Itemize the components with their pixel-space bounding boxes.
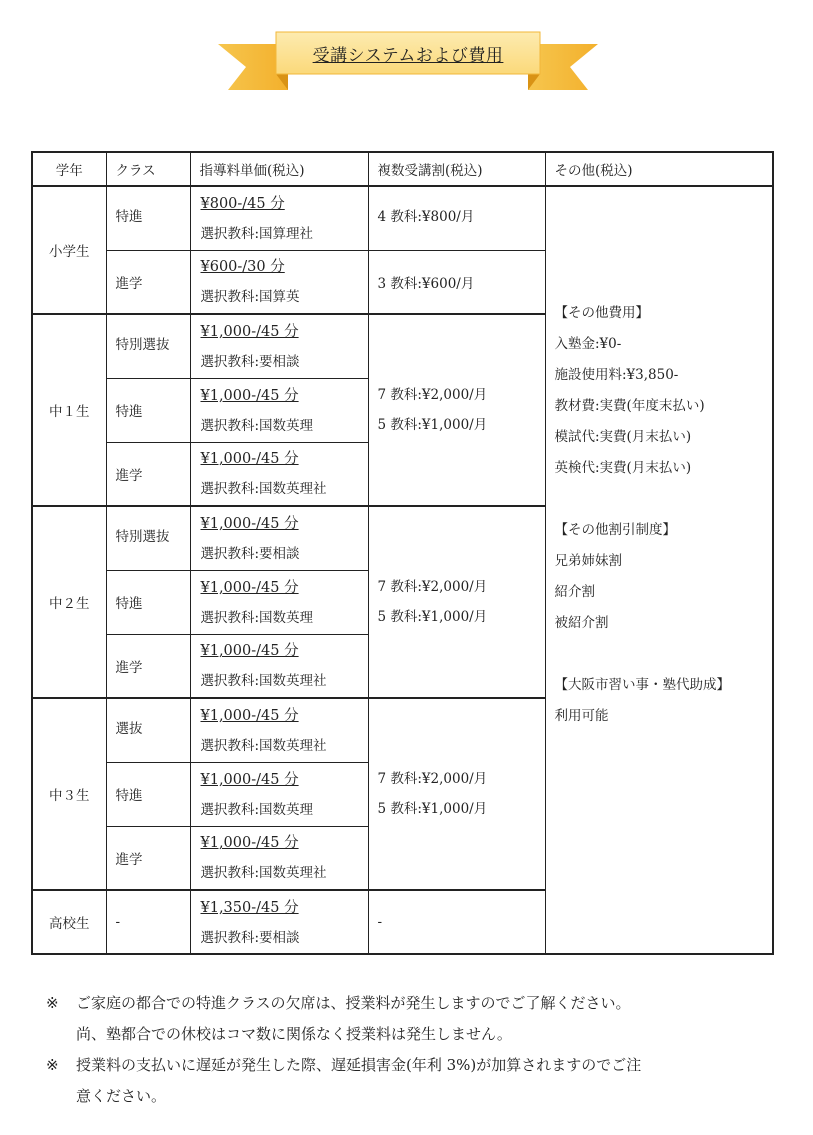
header-other: その他(税込) xyxy=(545,152,773,186)
discount-system-item: 兄弟姉妹割 xyxy=(554,553,622,569)
unit-price: ¥1,350-/45 分 xyxy=(200,899,299,916)
unit-price: ¥1,000-/45 分 xyxy=(200,323,299,340)
unit-price: ¥1,000-/45 分 xyxy=(200,835,299,852)
price-cell xyxy=(190,634,368,698)
discount-item: 7 教科:¥2,000/月 xyxy=(377,387,488,403)
price-cell xyxy=(190,570,368,634)
subjects: 選択教科:国数英理社 xyxy=(200,673,327,690)
other-fee-item: 入塾金:¥0- xyxy=(554,336,622,352)
class-cell: 特進 xyxy=(106,570,190,634)
class-cell: 特進 xyxy=(106,762,190,826)
note-continuation: 意ください。 xyxy=(76,1087,167,1105)
table-row xyxy=(32,186,773,250)
unit-price: ¥1,000-/45 分 xyxy=(200,515,299,532)
note-item xyxy=(46,988,776,1019)
spacer xyxy=(555,732,764,842)
class-cell: 特進 xyxy=(106,378,190,442)
unit-price: ¥800-/45 分 xyxy=(200,195,285,212)
class-cell: 進学 xyxy=(106,250,190,314)
subjects: 選択教科:国算理社 xyxy=(200,225,314,242)
unit-price: ¥1,000-/45 分 xyxy=(200,451,299,468)
subjects: 選択教科:国数英理 xyxy=(200,609,314,626)
unit-price: ¥600-/30 分 xyxy=(200,259,285,276)
other-fee-item: 施設使用料:¥3,850- xyxy=(554,367,679,383)
price-cell xyxy=(190,762,368,826)
subjects: 選択教科:要相談 xyxy=(200,353,300,370)
unit-price: ¥1,000-/45 分 xyxy=(200,771,299,788)
subjects: 選択教科:国数英理社 xyxy=(200,737,327,754)
other-fee-item: 英検代:実費(月末払い) xyxy=(554,460,692,476)
price-cell xyxy=(190,826,368,890)
note-mark: ※ xyxy=(46,1056,59,1074)
discount-cell xyxy=(368,698,545,890)
discount-cell xyxy=(368,314,545,506)
header-grade: 学年 xyxy=(32,152,106,186)
subjects: 選択教科:国数英理 xyxy=(200,801,314,818)
grade-cell: 中２生 xyxy=(32,506,106,698)
price-cell xyxy=(190,378,368,442)
subjects: 選択教科:要相談 xyxy=(200,545,300,562)
discount-cell: 3 教科:¥600/月 xyxy=(368,250,545,314)
class-cell: 特別選抜 xyxy=(106,314,190,378)
subjects: 選択教科:要相談 xyxy=(200,929,300,946)
other-fees-heading: 【その他費用】 xyxy=(554,305,649,321)
unit-price: ¥1,000-/45 分 xyxy=(200,579,299,596)
class-cell: 特別選抜 xyxy=(106,506,190,570)
title-banner xyxy=(218,22,598,100)
discount-item: 5 教科:¥1,000/月 xyxy=(377,801,488,817)
subsidy-item: 利用可能 xyxy=(554,708,609,724)
discount-cell: - xyxy=(368,890,545,954)
spacer xyxy=(555,639,764,670)
price-cell xyxy=(190,250,368,314)
class-cell: 進学 xyxy=(106,442,190,506)
discount-item: 7 教科:¥2,000/月 xyxy=(377,771,488,787)
fee-table xyxy=(31,151,774,955)
discount-system-heading: 【その他割引制度】 xyxy=(554,522,676,538)
table-header-row xyxy=(32,152,773,186)
spacer xyxy=(555,484,764,515)
note-mark: ※ xyxy=(46,994,59,1012)
other-fee-item: 模試代:実費(月末払い) xyxy=(554,429,692,445)
note-text: 授業料の支払いに遅延が発生した際、遅延損害金(年利 3%)が加算されますのでご注 xyxy=(76,1056,642,1074)
discount-system-item: 被紹介割 xyxy=(554,615,609,631)
class-cell: 進学 xyxy=(106,826,190,890)
unit-price: ¥1,000-/45 分 xyxy=(200,387,299,404)
price-cell xyxy=(190,314,368,378)
other-fees-cell xyxy=(545,186,773,954)
class-cell: - xyxy=(106,890,190,954)
price-cell xyxy=(190,186,368,250)
subjects: 選択教科:国算英 xyxy=(200,289,300,306)
discount-system-item: 紹介割 xyxy=(554,584,595,600)
discount-item: 5 教科:¥1,000/月 xyxy=(377,417,488,433)
discount-item: 5 教科:¥1,000/月 xyxy=(377,609,488,625)
price-cell xyxy=(190,442,368,506)
discount-item: 7 教科:¥2,000/月 xyxy=(377,579,488,595)
header-price: 指導料単価(税込) xyxy=(190,152,368,186)
price-cell xyxy=(190,506,368,570)
unit-price: ¥1,000-/45 分 xyxy=(200,643,299,660)
discount-cell: 4 教科:¥800/月 xyxy=(368,186,545,250)
subjects: 選択教科:国数英理社 xyxy=(200,481,327,498)
notes xyxy=(46,988,776,1112)
grade-cell: 中３生 xyxy=(32,698,106,890)
note-item xyxy=(46,1050,776,1081)
subjects: 選択教科:国数英理社 xyxy=(200,865,327,882)
price-cell xyxy=(190,890,368,954)
grade-cell: 中１生 xyxy=(32,314,106,506)
page-title: 受講システムおよび費用 xyxy=(312,46,504,66)
class-cell: 進学 xyxy=(106,634,190,698)
grade-cell: 小学生 xyxy=(32,186,106,314)
other-fee-item: 教材費:実費(年度末払い) xyxy=(554,398,705,414)
price-cell xyxy=(190,698,368,762)
subsidy-heading: 【大阪市習い事・塾代助成】 xyxy=(554,677,730,693)
unit-price: ¥1,000-/45 分 xyxy=(200,707,299,724)
discount-cell xyxy=(368,506,545,698)
subjects: 選択教科:国数英理 xyxy=(200,417,314,434)
note-text: ご家庭の都合での特進クラスの欠席は、授業料が発生しますのでご了解ください。 xyxy=(76,994,631,1012)
header-class: クラス xyxy=(106,152,190,186)
class-cell: 選抜 xyxy=(106,698,190,762)
header-discount: 複数受講割(税込) xyxy=(368,152,545,186)
grade-cell: 高校生 xyxy=(32,890,106,954)
note-continuation: 尚、塾都合での休校はコマ数に関係なく授業料は発生しません。 xyxy=(76,1025,512,1043)
class-cell: 特進 xyxy=(106,186,190,250)
